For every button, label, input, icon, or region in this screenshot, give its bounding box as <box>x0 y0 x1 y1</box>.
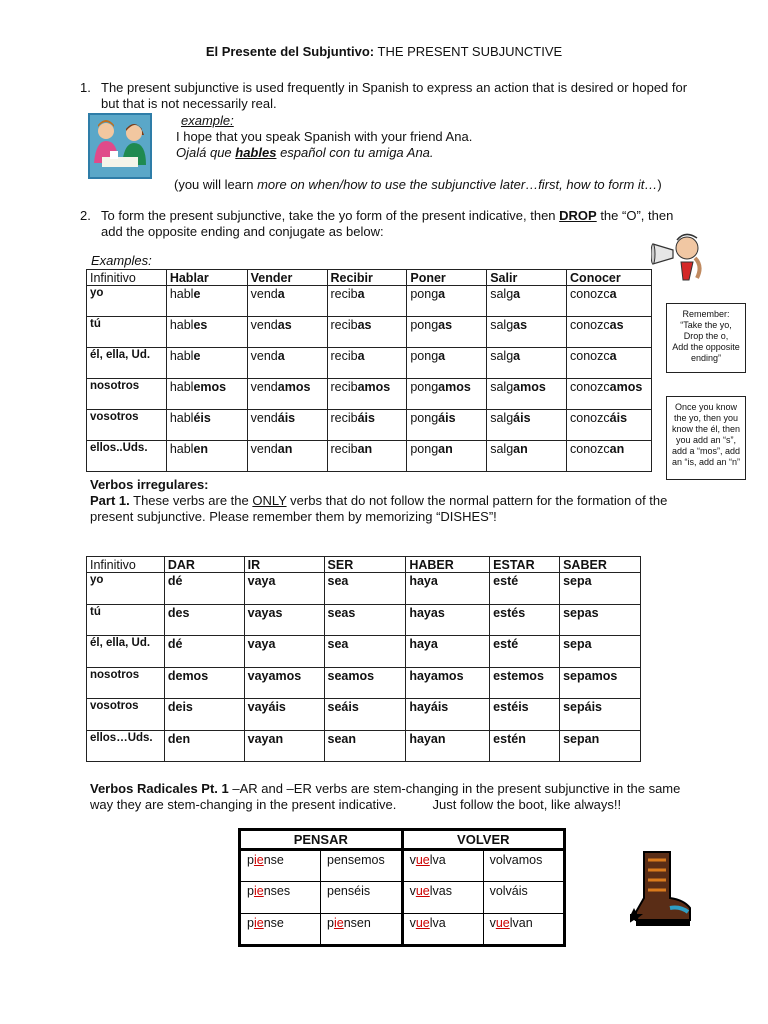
table-row <box>87 317 652 348</box>
conjugation-cell: demos <box>164 667 244 699</box>
table-header-row <box>87 270 652 286</box>
conjugation-cell: deis <box>164 699 244 731</box>
conjugation-cell: reciban <box>327 441 407 472</box>
header-cell: SER <box>324 557 406 573</box>
conjugation-cell: haya <box>406 636 490 668</box>
conjugation-cell: recibáis <box>327 410 407 441</box>
header-cell: ESTAR <box>490 557 560 573</box>
header-cell: SABER <box>560 557 641 573</box>
conjugation-cell: hablemos <box>166 379 247 410</box>
table-row <box>87 636 641 668</box>
conjugation-cell: vaya <box>244 573 324 605</box>
conjugation-cell: vayamos <box>244 667 324 699</box>
table-header-row <box>87 557 641 573</box>
conjugation-cell: vendan <box>247 441 327 472</box>
item-2-text: To form the present subjunctive, take the yo form of the present indicative, then DROP the “O”, then add the opposite ending and conjugate as below: <box>101 208 674 239</box>
table-row <box>240 850 565 882</box>
conjugation-cell: pongamos <box>407 379 487 410</box>
conjugation-cell: recibas <box>327 317 407 348</box>
page-title: El Presente del Subjuntivo: THE PRESENT SUBJUNCTIVE <box>205 44 563 59</box>
conjugation-cell: sepáis <box>560 699 641 731</box>
conversation-clipart <box>88 113 152 179</box>
once-you-know-note: Once you know the yo, then you know the él, then you add an “s”, add a “mos”, add an “is, add an “n” <box>666 396 746 480</box>
header-cell: Poner <box>407 270 487 286</box>
regular-conjugation-table <box>86 269 652 472</box>
conjugation-cell: sepan <box>560 730 641 762</box>
header-cell: HABER <box>406 557 490 573</box>
stem-change-cell: pensemos <box>321 850 403 882</box>
stem-change-cell: piense <box>240 850 321 882</box>
conjugation-cell: hayáis <box>406 699 490 731</box>
conjugation-cell: den <box>164 730 244 762</box>
conjugation-cell: salga <box>487 348 567 379</box>
conjugation-cell: ponga <box>407 286 487 317</box>
conjugation-cell: sea <box>324 636 406 668</box>
remember-note: Remember: “Take the yo, Drop the o, Add the opposite ending” <box>666 303 746 373</box>
item-1-text: The present subjunctive is used frequently in Spanish to express an action that is desired or hoped for but that is not necessarily real. <box>101 80 688 111</box>
conjugation-cell: conozcas <box>567 317 652 348</box>
conjugation-cell: recibamos <box>327 379 407 410</box>
conjugation-cell: ponga <box>407 348 487 379</box>
stem-change-cell: volvamos <box>483 850 564 882</box>
pronoun-cell: él, ella, Ud. <box>87 348 167 379</box>
table-row <box>240 882 565 914</box>
conjugation-cell: conozca <box>567 286 652 317</box>
table-row <box>87 286 652 317</box>
pronoun-cell: vosotros <box>87 699 165 731</box>
conjugation-cell: hayas <box>406 604 490 636</box>
conjugation-cell: venda <box>247 286 327 317</box>
conjugation-cell: conozca <box>567 348 652 379</box>
conjugation-cell: pongan <box>407 441 487 472</box>
examples-label: Examples: <box>91 253 152 268</box>
table-row <box>87 573 641 605</box>
pronoun-cell: vosotros <box>87 410 167 441</box>
conjugation-cell: salgáis <box>487 410 567 441</box>
conjugation-cell: venda <box>247 348 327 379</box>
conjugation-cell: reciba <box>327 286 407 317</box>
pronoun-cell: tú <box>87 317 167 348</box>
stem-change-cell: volváis <box>483 882 564 914</box>
conjugation-cell: estés <box>490 604 560 636</box>
header-cell: IR <box>244 557 324 573</box>
pronoun-cell: tú <box>87 604 165 636</box>
conjugation-cell: esté <box>490 636 560 668</box>
table-row <box>87 730 641 762</box>
header-cell: Conocer <box>567 270 652 286</box>
conjugation-cell: hablen <box>166 441 247 472</box>
conjugation-cell: seáis <box>324 699 406 731</box>
conjugation-cell: haya <box>406 573 490 605</box>
pronoun-cell: él, ella, Ud. <box>87 636 165 668</box>
header-cell: DAR <box>164 557 244 573</box>
header-cell: Infinitivo <box>87 270 167 286</box>
table-row <box>87 441 652 472</box>
conjugation-cell: conozcamos <box>567 379 652 410</box>
conjugation-cell: estén <box>490 730 560 762</box>
item-2-number: 2. <box>80 208 91 223</box>
header-cell: Recibir <box>327 270 407 286</box>
conjugation-cell: vayáis <box>244 699 324 731</box>
pronoun-cell: yo <box>87 573 165 605</box>
stem-change-cell: vuelva <box>402 914 483 946</box>
table-row <box>87 348 652 379</box>
stem-change-cell: penséis <box>321 882 403 914</box>
conjugation-cell: hable <box>166 286 247 317</box>
header-cell: Vender <box>247 270 327 286</box>
item-1-number: 1. <box>80 80 91 95</box>
stem-change-cell: vuelva <box>402 850 483 882</box>
conjugation-cell: estemos <box>490 667 560 699</box>
conjugation-cell: salga <box>487 286 567 317</box>
conjugation-cell: salgas <box>487 317 567 348</box>
irregular-conjugation-table <box>86 556 641 762</box>
conjugation-cell: seamos <box>324 667 406 699</box>
example-label: example: <box>181 113 234 128</box>
example-note: (you will learn more on when/how to use the subjunctive later…first, how to form it…) <box>174 177 662 192</box>
conjugation-cell: hable <box>166 348 247 379</box>
pronoun-cell: yo <box>87 286 167 317</box>
conjugation-cell: sepamos <box>560 667 641 699</box>
conjugation-cell: vendas <box>247 317 327 348</box>
conjugation-cell: estéis <box>490 699 560 731</box>
conjugation-cell: vendamos <box>247 379 327 410</box>
irregular-heading: Verbos irregulares: <box>90 477 209 492</box>
conjugation-cell: dé <box>164 573 244 605</box>
conjugation-cell: hayan <box>406 730 490 762</box>
conjugation-cell: vaya <box>244 636 324 668</box>
header-cell: Infinitivo <box>87 557 165 573</box>
conjugation-cell: vendáis <box>247 410 327 441</box>
example-english: I hope that you speak Spanish with your friend Ana. <box>176 129 473 144</box>
conjugation-cell: dé <box>164 636 244 668</box>
pronoun-cell: nosotros <box>87 379 167 410</box>
table-row <box>87 667 641 699</box>
conjugation-cell: reciba <box>327 348 407 379</box>
stem-change-cell: pienses <box>240 882 321 914</box>
conjugation-cell: vayan <box>244 730 324 762</box>
radical-text: Verbos Radicales Pt. 1 –AR and –ER verbs are stem-changing in the present subjunctive in the same way they are stem-changing in the present indicative. Just follow the boot, like always!! <box>90 781 681 812</box>
pensar-header: PENSAR <box>240 830 403 850</box>
conjugation-cell: salgamos <box>487 379 567 410</box>
conjugation-cell: sepa <box>560 636 641 668</box>
stem-change-cell: piense <box>240 914 321 946</box>
megaphone-man-clipart <box>651 228 705 282</box>
example-spanish: Ojalá que hables español con tu amiga Ana. <box>176 145 434 160</box>
conjugation-cell: conozcan <box>567 441 652 472</box>
table-row <box>87 410 652 441</box>
stem-change-cell: piensen <box>321 914 403 946</box>
conjugation-cell: sepas <box>560 604 641 636</box>
header-cell: Hablar <box>166 270 247 286</box>
conjugation-cell: sean <box>324 730 406 762</box>
conjugation-cell: salgan <box>487 441 567 472</box>
table-row <box>240 914 565 946</box>
conjugation-cell: vayas <box>244 604 324 636</box>
conjugation-cell: sepa <box>560 573 641 605</box>
boot-clipart <box>630 850 692 930</box>
conjugation-cell: pongáis <box>407 410 487 441</box>
conjugation-cell: hayamos <box>406 667 490 699</box>
conjugation-cell: pongas <box>407 317 487 348</box>
header-cell: Salir <box>487 270 567 286</box>
pronoun-cell: ellos..Uds. <box>87 441 167 472</box>
pronoun-cell: nosotros <box>87 667 165 699</box>
stem-change-cell: vuelvas <box>402 882 483 914</box>
pronoun-cell: ellos…Uds. <box>87 730 165 762</box>
stem-change-cell: vuelvan <box>483 914 564 946</box>
conjugation-cell: des <box>164 604 244 636</box>
conjugation-cell: esté <box>490 573 560 605</box>
conjugation-cell: sea <box>324 573 406 605</box>
conjugation-cell: habléis <box>166 410 247 441</box>
table-row <box>87 379 652 410</box>
conjugation-cell: hables <box>166 317 247 348</box>
volver-header: VOLVER <box>402 830 564 850</box>
stem-changing-table <box>238 828 566 947</box>
irregular-text: Part 1. These verbs are the ONLY verbs that do not follow the normal pattern for the formation of the present subjunctive. Please remember them by memorizing “DISHES”! <box>90 493 668 524</box>
table-row <box>87 604 641 636</box>
table-row <box>87 699 641 731</box>
conjugation-cell: seas <box>324 604 406 636</box>
conjugation-cell: conozcáis <box>567 410 652 441</box>
